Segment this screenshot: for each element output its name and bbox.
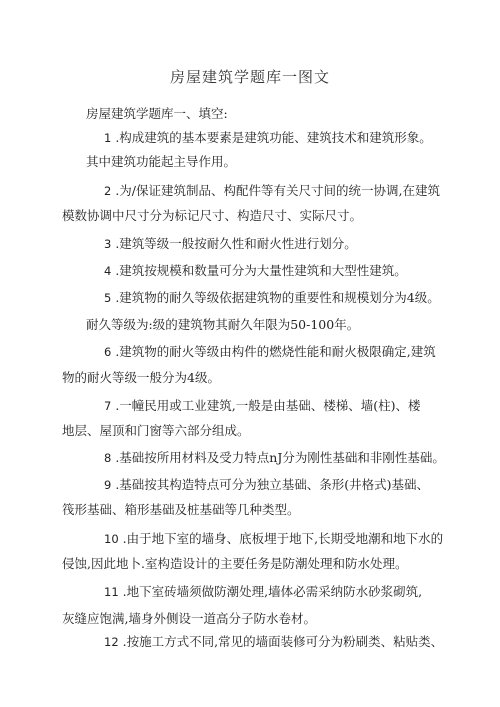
item-text: 模数协调中尺寸分为标记尺寸、构造尺寸、实际尺寸。 bbox=[62, 208, 363, 223]
item-text: .建筑等级一般按耐久性和耐火性进行划分。 bbox=[115, 236, 357, 251]
item-11-line-1 bbox=[104, 584, 422, 600]
item-6-line-2 bbox=[62, 370, 220, 386]
item-text: 侵蚀,因此地卜.室构造设计的主要任务是防潮处理和防水处理。 bbox=[62, 556, 408, 571]
item-text: .按施工方式不同,常见的墙面装修可分为粉刷类、粘贴类、 bbox=[122, 634, 444, 649]
item-number: 8 bbox=[104, 451, 112, 465]
item-7-line-1 bbox=[104, 398, 421, 414]
item-number: 9 bbox=[104, 478, 112, 492]
item-3-line-1 bbox=[104, 236, 357, 252]
item-text: .建筑按规模和数量可分为大量性建筑和大型性建筑。 bbox=[115, 263, 407, 278]
item-number: 6 bbox=[104, 345, 112, 359]
item-2-line-2 bbox=[62, 208, 362, 224]
item-number: 4 bbox=[104, 264, 112, 278]
item-text: 耐久等级为:级的建筑物其耐久年限为50-100年。 bbox=[86, 317, 360, 332]
item-number: 10 bbox=[104, 532, 119, 546]
item-text: .建筑物的耐久等级依据建筑物的重要性和规模划分为4级。 bbox=[115, 290, 440, 305]
item-text: 其中建筑功能起主导作用。 bbox=[86, 154, 237, 169]
item-1-line-1 bbox=[104, 130, 432, 146]
item-text: 物的耐火等级一般分为4级。 bbox=[62, 370, 220, 385]
item-text: 筏形基础、箱形基础及桩基础等几种类型。 bbox=[62, 502, 300, 517]
item-text: .基础按所用材料及受力特点nJ分为刚性基础和非刚性基础。 bbox=[115, 450, 445, 465]
item-text: .构成建筑的基本要素是建筑功能、建筑技术和建筑形象。 bbox=[115, 130, 432, 145]
item-1-line-2 bbox=[86, 154, 236, 170]
item-11-line-2 bbox=[62, 611, 316, 627]
item-number: 5 bbox=[104, 291, 112, 305]
intro-line bbox=[86, 106, 228, 122]
item-9-line-2 bbox=[62, 502, 300, 518]
item-text: .由于地下室的墙身、底板埋于地下,长期受地潮和地下水的 bbox=[122, 531, 444, 546]
item-5-line-2 bbox=[86, 317, 359, 333]
item-2-line-1 bbox=[104, 183, 440, 199]
item-text: .为/保证建筑制品、构配件等有关尺寸间的统一协调,在建筑 bbox=[115, 183, 440, 198]
item-number: 2 bbox=[104, 184, 112, 198]
item-number: 3 bbox=[104, 237, 112, 251]
item-text: .地下室砖墙须做防潮处理,墙体必需采纳防水砂浆砌筑, bbox=[122, 584, 423, 599]
item-4-line-1 bbox=[104, 263, 407, 279]
item-12-line-1 bbox=[104, 634, 443, 650]
document-title: 房屋建筑学题库一图文 bbox=[169, 68, 330, 86]
intro-text: 房屋建筑学题库一、填空: bbox=[86, 106, 228, 121]
item-9-line-1 bbox=[104, 477, 429, 493]
item-6-line-1 bbox=[104, 344, 436, 360]
item-7-line-2 bbox=[62, 423, 250, 439]
item-text: .建筑物的耐火等级由构件的燃烧性能和耐火极限确定,建筑 bbox=[115, 344, 436, 359]
item-text: .一幢民用或工业建筑,一般是由基础、楼梯、墙(柱)、楼 bbox=[115, 398, 421, 413]
item-8-line-1 bbox=[104, 450, 445, 466]
item-text: 灰缝应饱满,墙身外侧设一道高分子防水卷材。 bbox=[62, 611, 316, 626]
item-text: .基础按其构造特点可分为独立基础、条形(井格式)基础、 bbox=[115, 477, 430, 492]
item-number: 7 bbox=[104, 399, 112, 413]
item-5-line-1 bbox=[104, 290, 440, 306]
item-number: 11 bbox=[104, 585, 119, 599]
item-number: 1 bbox=[104, 131, 112, 145]
item-number: 12 bbox=[104, 635, 119, 649]
item-10-line-1 bbox=[104, 531, 443, 547]
item-text: 地层、屋顶和门窗等六部分组成。 bbox=[62, 423, 250, 438]
item-10-line-2 bbox=[62, 556, 407, 572]
